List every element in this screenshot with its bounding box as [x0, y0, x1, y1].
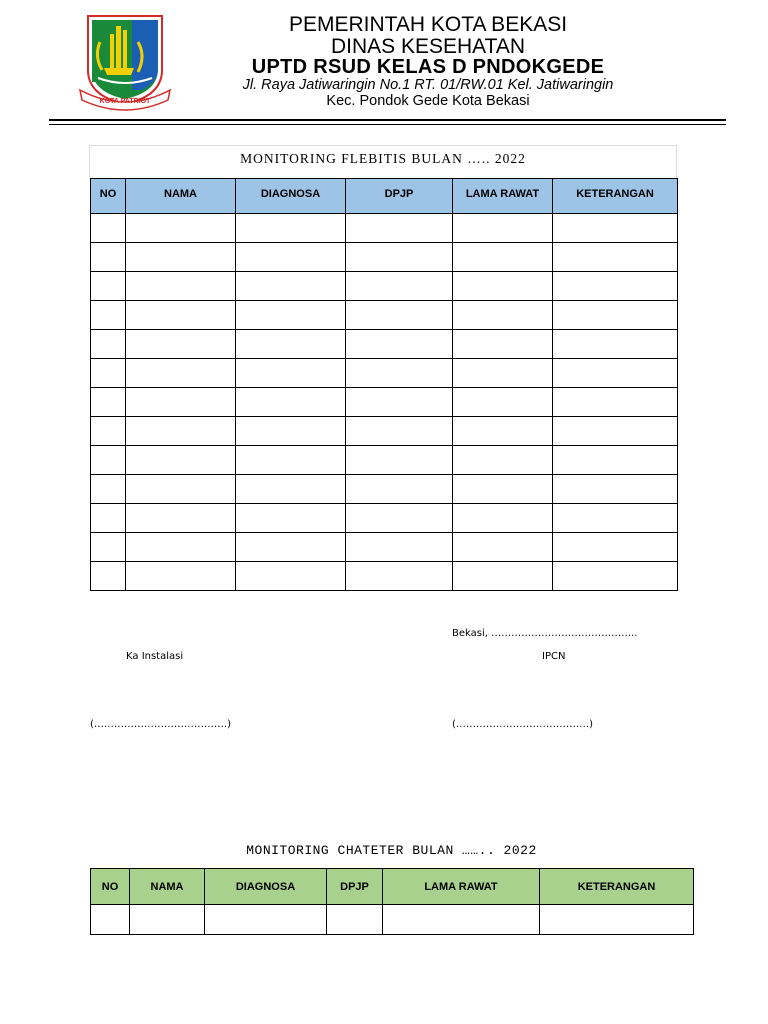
signer-role-ipcn: IPCN	[542, 651, 566, 662]
table-cell[interactable]	[553, 272, 678, 301]
table-cell[interactable]	[126, 562, 236, 591]
table-cell[interactable]	[91, 417, 126, 446]
table-cell[interactable]	[453, 301, 553, 330]
table-cell[interactable]	[346, 359, 453, 388]
table-cell[interactable]	[91, 388, 126, 417]
column-header-lama-rawat: LAMA RAWAT	[453, 179, 553, 214]
table-cell[interactable]	[346, 330, 453, 359]
column-header-nama: NAMA	[126, 179, 236, 214]
table-row	[91, 475, 678, 504]
letterhead-department: DINAS KESEHATAN	[330, 35, 526, 58]
table-cell[interactable]	[553, 330, 678, 359]
table-cell[interactable]	[553, 243, 678, 272]
table-cell[interactable]	[91, 475, 126, 504]
table-cell[interactable]	[91, 301, 126, 330]
table-cell[interactable]	[346, 301, 453, 330]
table-cell[interactable]	[453, 359, 553, 388]
letterhead-government: PEMERINTAH KOTA BEKASI	[288, 13, 568, 36]
table-cell[interactable]	[346, 475, 453, 504]
table-cell[interactable]	[346, 504, 453, 533]
table-row	[91, 243, 678, 272]
table-row	[91, 272, 678, 301]
table-cell[interactable]	[126, 214, 236, 243]
table-cell[interactable]	[553, 533, 678, 562]
table-row	[91, 533, 678, 562]
logo-text: KOTA PATRIOT	[99, 98, 151, 105]
table-cell[interactable]	[126, 330, 236, 359]
table-row	[91, 446, 678, 475]
table-cell[interactable]	[91, 243, 126, 272]
table-cell[interactable]	[453, 272, 553, 301]
table-cell[interactable]	[553, 417, 678, 446]
table-cell[interactable]	[453, 504, 553, 533]
column-header-nama: NAMA	[130, 869, 205, 905]
table-cell[interactable]	[553, 301, 678, 330]
column-header-lama-rawat: LAMA RAWAT	[383, 869, 540, 905]
column-header-keterangan: KETERANGAN	[540, 869, 694, 905]
table-cell[interactable]	[126, 272, 236, 301]
table-cell[interactable]	[346, 214, 453, 243]
table-cell[interactable]	[126, 504, 236, 533]
table-cell[interactable]	[91, 533, 126, 562]
table-cell[interactable]	[346, 417, 453, 446]
table-cell[interactable]	[126, 388, 236, 417]
table-cell[interactable]	[236, 214, 346, 243]
table-cell[interactable]	[236, 272, 346, 301]
table-row	[91, 388, 678, 417]
chateter-form-title: MONITORING CHATETER BULAN …….. 2022	[246, 843, 537, 858]
column-header-keterangan: KETERANGAN	[553, 179, 678, 214]
signer-role-ka-instalasi: Ka Instalasi	[126, 651, 184, 662]
table-cell[interactable]	[553, 214, 678, 243]
table-cell[interactable]	[205, 905, 327, 935]
column-header-diagnosa: DIAGNOSA	[236, 179, 346, 214]
table-cell[interactable]	[126, 446, 236, 475]
table-cell[interactable]	[236, 388, 346, 417]
table-cell[interactable]	[126, 475, 236, 504]
table-row	[91, 214, 678, 243]
table-cell[interactable]	[453, 330, 553, 359]
table-cell[interactable]	[346, 533, 453, 562]
column-header-dpjp: DPJP	[346, 179, 453, 214]
table-cell[interactable]	[346, 243, 453, 272]
table-row	[91, 417, 678, 446]
signature-name-left: (………………………………….)	[90, 719, 231, 730]
table-cell[interactable]	[236, 533, 346, 562]
table-cell[interactable]	[540, 905, 694, 935]
letterhead-address: Jl. Raya Jatiwaringin No.1 RT. 01/RW.01 Kel. Jatiwaringin	[242, 77, 614, 93]
table-cell[interactable]	[553, 504, 678, 533]
table-cell[interactable]	[236, 330, 346, 359]
table-cell[interactable]	[236, 243, 346, 272]
table-cell[interactable]	[236, 301, 346, 330]
table-cell[interactable]	[383, 905, 540, 935]
table-cell[interactable]	[553, 562, 678, 591]
table-cell[interactable]	[453, 533, 553, 562]
letterhead-district: Kec. Pondok Gede Kota Bekasi	[326, 93, 530, 109]
table-cell[interactable]	[453, 417, 553, 446]
table-cell[interactable]	[126, 243, 236, 272]
table-cell[interactable]	[453, 562, 553, 591]
table-cell[interactable]	[126, 417, 236, 446]
flebitis-monitoring-table	[90, 178, 678, 591]
table-cell[interactable]	[553, 475, 678, 504]
column-header-dpjp: DPJP	[327, 869, 383, 905]
letterhead-hospital: UPTD RSUD KELAS D PNDOKGEDE	[251, 56, 605, 78]
table-cell[interactable]	[346, 562, 453, 591]
table-row	[91, 504, 678, 533]
place-date-line: Bekasi, ……………………………………..	[452, 628, 638, 639]
table-cell[interactable]	[236, 359, 346, 388]
table-cell[interactable]	[126, 359, 236, 388]
table-cell[interactable]	[453, 446, 553, 475]
table-cell[interactable]	[236, 417, 346, 446]
table-cell[interactable]	[327, 905, 383, 935]
table-cell[interactable]	[346, 446, 453, 475]
table-cell[interactable]	[346, 272, 453, 301]
table-cell[interactable]	[91, 446, 126, 475]
table-row	[91, 330, 678, 359]
table-row	[91, 562, 678, 591]
table-row	[91, 359, 678, 388]
table-cell[interactable]	[453, 475, 553, 504]
letterhead-divider-thin	[49, 124, 726, 125]
table-cell[interactable]	[236, 562, 346, 591]
table-header-row	[91, 179, 678, 214]
table-cell[interactable]	[236, 504, 346, 533]
table-cell[interactable]	[91, 272, 126, 301]
table-cell[interactable]	[453, 243, 553, 272]
table-cell[interactable]	[91, 562, 126, 591]
column-header-no: NO	[91, 179, 126, 214]
table-cell[interactable]	[453, 388, 553, 417]
column-header-no: NO	[91, 869, 130, 905]
chateter-monitoring-table	[90, 868, 694, 935]
flebitis-form-title: MONITORING FLEBITIS BULAN ….. 2022	[240, 151, 526, 166]
table-cell[interactable]	[553, 388, 678, 417]
table-cell[interactable]	[453, 214, 553, 243]
table-cell[interactable]	[553, 446, 678, 475]
table-cell[interactable]	[91, 214, 126, 243]
letterhead-divider-thick	[49, 119, 726, 121]
city-coat-of-arms-logo	[72, 12, 178, 112]
table-cell[interactable]	[91, 905, 130, 935]
table-cell[interactable]	[553, 359, 678, 388]
table-cell[interactable]	[91, 504, 126, 533]
table-cell[interactable]	[236, 446, 346, 475]
column-header-diagnosa: DIAGNOSA	[205, 869, 327, 905]
table-cell[interactable]	[91, 330, 126, 359]
table-header-row	[91, 869, 694, 905]
table-row	[91, 905, 694, 935]
table-cell[interactable]	[126, 533, 236, 562]
table-row	[91, 301, 678, 330]
table-cell[interactable]	[130, 905, 205, 935]
table-cell[interactable]	[236, 475, 346, 504]
signature-name-right: (………………………………….)	[452, 719, 593, 730]
table-cell[interactable]	[346, 388, 453, 417]
table-cell[interactable]	[91, 359, 126, 388]
table-cell[interactable]	[126, 301, 236, 330]
